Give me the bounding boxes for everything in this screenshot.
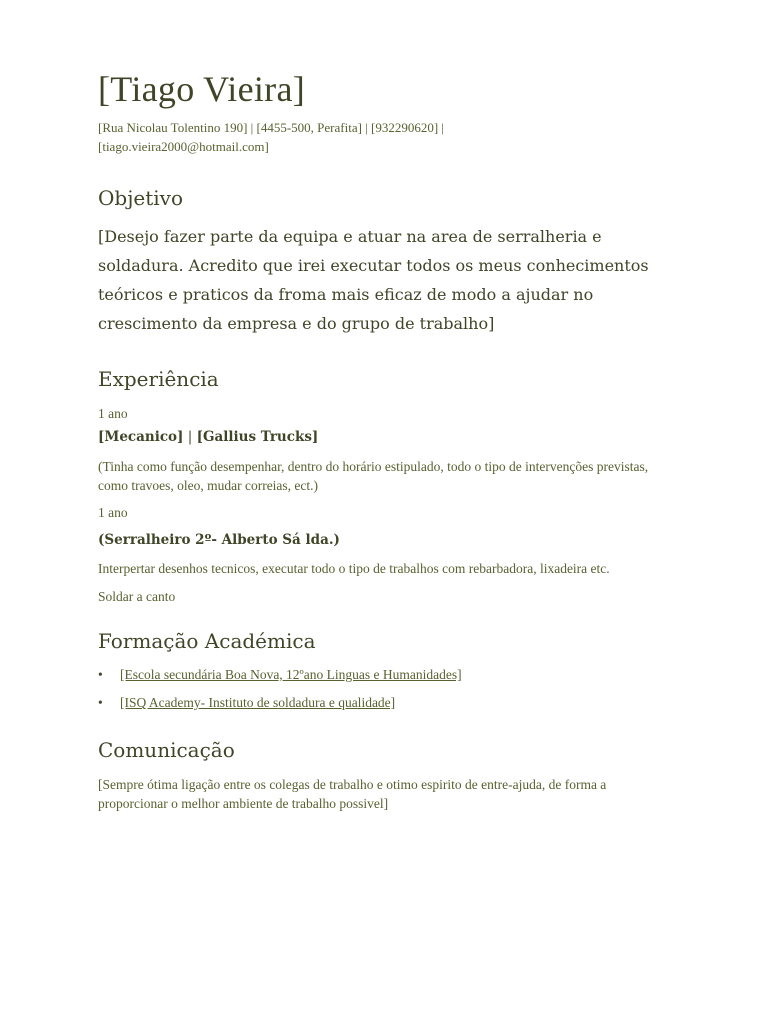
education-item-2-text: [ISQ Academy- Instituto de soldadura e qualidade] xyxy=(120,695,396,710)
job-1-description: (Tinha como função desempenhar, dentro do horário estipulado, todo o tipo de intervenções previstas, como travoes, oleo, mudar correias, ect.) xyxy=(98,459,649,493)
contact-info xyxy=(98,118,658,156)
education-heading: Formação Académica xyxy=(98,629,316,653)
job-2-description: Interpertar desenhos tecnicos, executar todo o tipo de trabalhos com rebarbadora, lixadeira etc. xyxy=(98,561,610,576)
communication-heading: Comunicação xyxy=(98,738,235,762)
job-1-role: [Mecanico] xyxy=(98,429,184,445)
bullet-icon: • xyxy=(98,667,103,682)
job-1-company: [Gallius Trucks] xyxy=(196,429,319,445)
objective-heading: Objetivo xyxy=(98,186,184,210)
job-2-title: (Serralheiro 2º- Alberto Sá lda.) xyxy=(98,532,340,548)
job-2-duration: 1 ano xyxy=(98,505,128,520)
education-item-2 xyxy=(98,695,395,711)
contact-line-email: [tiago.vieira2000@hotmail.com] xyxy=(98,139,269,154)
candidate-name: [Tiago Vieira] xyxy=(98,69,306,109)
job-1-separator: | xyxy=(183,429,197,445)
education-item-1-text: [Escola secundária Boa Nova, 12ºano Linguas e Humanidades] xyxy=(120,667,462,682)
bullet-icon: • xyxy=(98,695,103,710)
experience-heading: Experiência xyxy=(98,367,219,391)
job-2-extra: Soldar a canto xyxy=(98,589,176,604)
job-1-duration: 1 ano xyxy=(98,406,128,421)
contact-line-address: [Rua Nicolau Tolentino 190] | [4455-500, Perafita] | [932290620] | xyxy=(98,120,445,135)
job-1-title xyxy=(98,429,318,445)
objective-text: [Desejo fazer parte da equipa e atuar na area de serralheria e soldadura. Acredito que irei executar todos os meus conhecimentos teóricos e praticos da froma mais eficaz de modo a ajudar no crescimento da empresa e do grupo de trabalho] xyxy=(98,227,649,333)
communication-text: [Sempre ótima ligação entre os colegas de trabalho e otimo espirito de entre-ajuda, de forma a proporcionar o melhor ambiente de trabalho possivel] xyxy=(98,777,607,811)
education-item-1 xyxy=(98,667,462,683)
